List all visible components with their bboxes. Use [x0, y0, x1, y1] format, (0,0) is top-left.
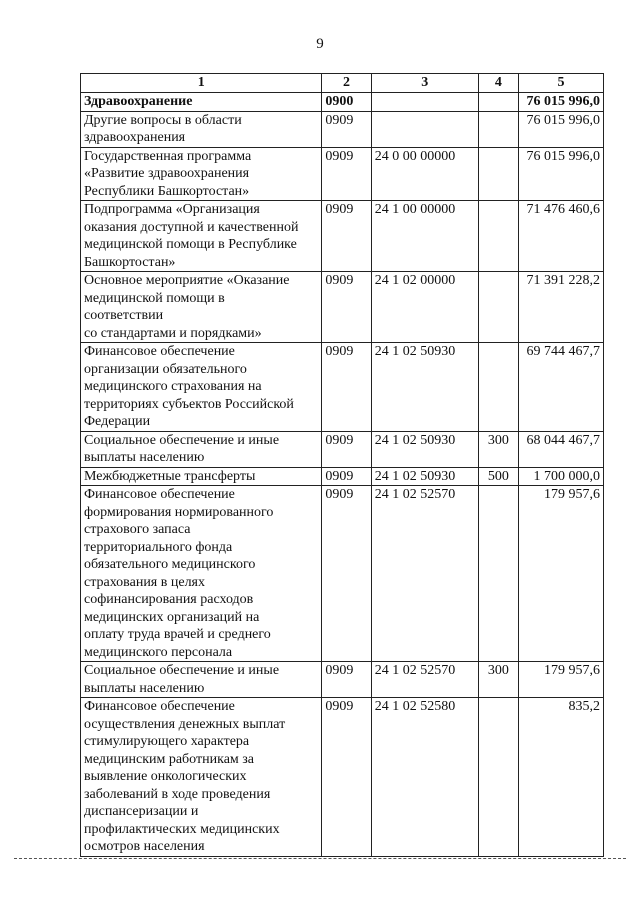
table-row: [81, 486, 604, 662]
row-name-cell: Финансовое обеспечение осуществления денежных выплат стимулирующего характера медицинским работникам за выявление онкологических заболеваний в ходе проведения диспансеризации и профилактических медицинских осмотров населения: [81, 698, 322, 857]
table-row: [81, 662, 604, 698]
budget-table: [80, 73, 604, 857]
table-row: [81, 147, 604, 201]
row-target-cell: 24 1 02 52580: [371, 698, 478, 857]
page-number: 9: [316, 36, 324, 52]
row-target-cell: 24 1 02 50930: [371, 343, 478, 432]
row-target-cell: [371, 111, 478, 147]
row-amount-cell: 68 044 467,7: [519, 431, 604, 467]
row-target-cell: [371, 93, 478, 112]
row-target-cell: 24 1 02 52570: [371, 662, 478, 698]
row-name-cell: Финансовое обеспечение формирования нормированного страхового запаса территориального фонда обязательного медицинского страхования в целях софинансирования расходов медицинских организаций на оплату труда врачей и среднего медицинского персонала: [81, 486, 322, 662]
row-target-cell: 24 0 00 00000: [371, 147, 478, 201]
table-row: [81, 272, 604, 343]
table-row: [81, 343, 604, 432]
row-amount-cell: 179 957,6: [519, 662, 604, 698]
row-type-cell: [478, 147, 518, 201]
row-amount-cell: 71 391 228,2: [519, 272, 604, 343]
table-row: [81, 93, 604, 112]
row-section-cell: 0909: [322, 272, 371, 343]
row-target-cell: 24 1 02 52570: [371, 486, 478, 662]
row-section-cell: 0909: [322, 147, 371, 201]
row-type-cell: 300: [478, 662, 518, 698]
row-name-cell: Государственная программа «Развитие здравоохранения Республики Башкортостан»: [81, 147, 322, 201]
header-col-2: 2: [322, 74, 371, 93]
table-row: [81, 111, 604, 147]
header-col-3: 3: [371, 74, 478, 93]
row-target-cell: 24 1 02 50930: [371, 431, 478, 467]
row-name-cell: Основное мероприятие «Оказание медицинской помощи в соответствии со стандартами и порядками»: [81, 272, 322, 343]
table-header-row: [81, 74, 604, 93]
row-amount-cell: 835,2: [519, 698, 604, 857]
header-col-4: 4: [478, 74, 518, 93]
row-name-cell: Социальное обеспечение и иные выплаты населению: [81, 662, 322, 698]
row-type-cell: [478, 111, 518, 147]
row-name-cell: Здравоохранение: [81, 93, 322, 112]
row-type-cell: 300: [478, 431, 518, 467]
row-amount-cell: 69 744 467,7: [519, 343, 604, 432]
table-row: [81, 467, 604, 486]
row-name-cell: Межбюджетные трансферты: [81, 467, 322, 486]
page-bottom-rule: [14, 858, 626, 859]
row-type-cell: 500: [478, 467, 518, 486]
row-target-cell: 24 1 02 00000: [371, 272, 478, 343]
row-amount-cell: 76 015 996,0: [519, 111, 604, 147]
row-type-cell: [478, 93, 518, 112]
row-type-cell: [478, 201, 518, 272]
table-row: [81, 698, 604, 857]
row-section-cell: 0900: [322, 93, 371, 112]
row-section-cell: 0909: [322, 698, 371, 857]
row-amount-cell: 1 700 000,0: [519, 467, 604, 486]
row-name-cell: Другие вопросы в области здравоохранения: [81, 111, 322, 147]
header-col-1: 1: [81, 74, 322, 93]
row-type-cell: [478, 272, 518, 343]
row-name-cell: Подпрограмма «Организация оказания доступной и качественной медицинской помощи в Республике Башкортостан»: [81, 201, 322, 272]
row-section-cell: 0909: [322, 662, 371, 698]
row-section-cell: 0909: [322, 486, 371, 662]
row-target-cell: 24 1 00 00000: [371, 201, 478, 272]
row-section-cell: 0909: [322, 201, 371, 272]
table-row: [81, 201, 604, 272]
row-section-cell: 0909: [322, 343, 371, 432]
row-type-cell: [478, 343, 518, 432]
row-type-cell: [478, 486, 518, 662]
row-amount-cell: 71 476 460,6: [519, 201, 604, 272]
row-section-cell: 0909: [322, 111, 371, 147]
row-name-cell: Социальное обеспечение и иные выплаты населению: [81, 431, 322, 467]
row-name-cell: Финансовое обеспечение организации обязательного медицинского страхования на территориях субъектов Российской Федерации: [81, 343, 322, 432]
row-amount-cell: 76 015 996,0: [519, 93, 604, 112]
row-amount-cell: 76 015 996,0: [519, 147, 604, 201]
row-amount-cell: 179 957,6: [519, 486, 604, 662]
row-section-cell: 0909: [322, 467, 371, 486]
row-target-cell: 24 1 02 50930: [371, 467, 478, 486]
header-col-5: 5: [519, 74, 604, 93]
row-section-cell: 0909: [322, 431, 371, 467]
table-row: [81, 431, 604, 467]
row-type-cell: [478, 698, 518, 857]
